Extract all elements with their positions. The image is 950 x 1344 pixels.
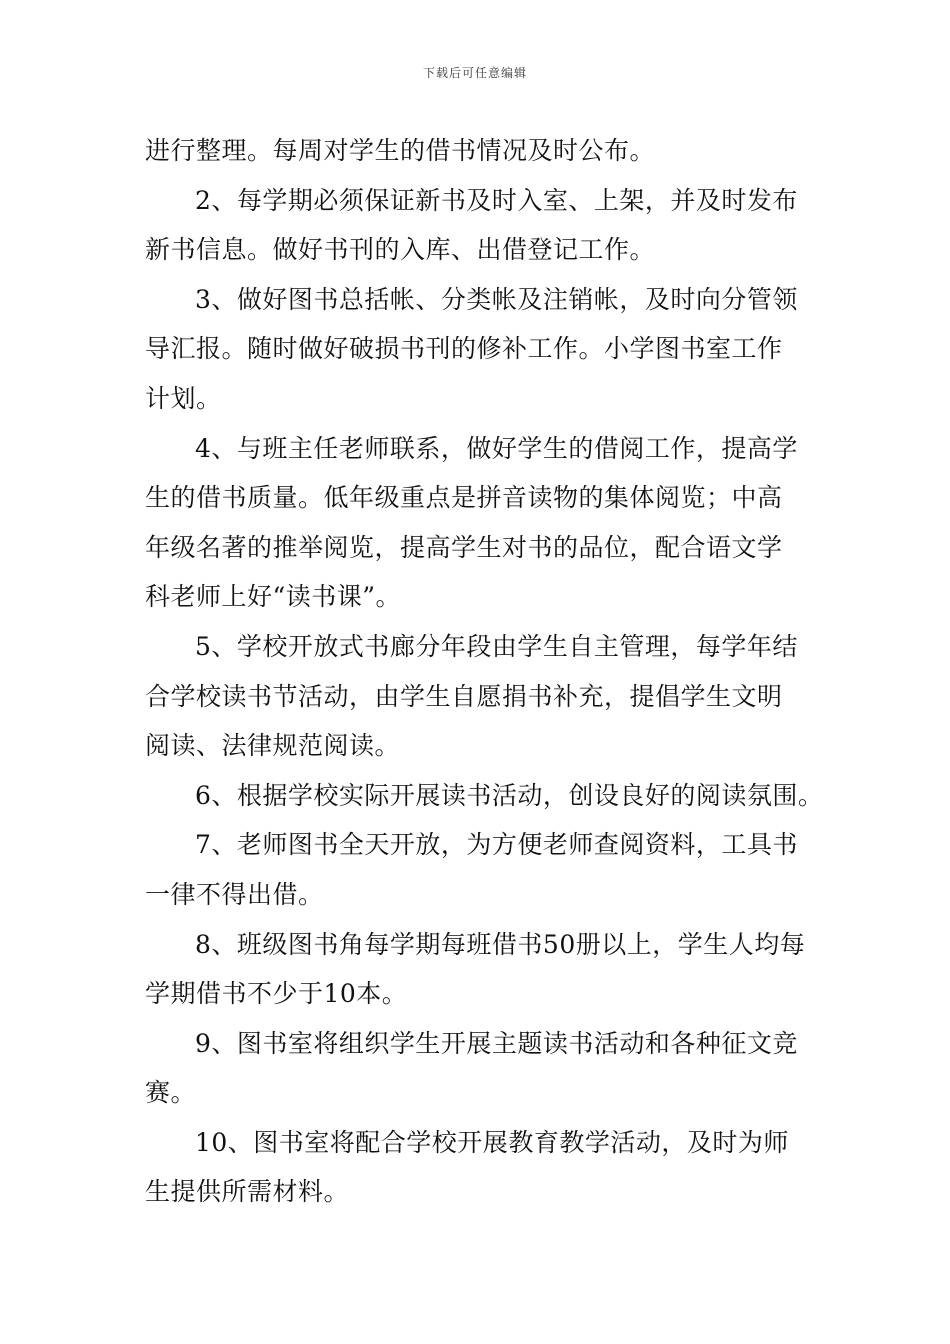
text-line: 8、班级图书角每学期每班借书50册以上，学生人均每 (195, 929, 806, 959)
text-line: 5、学校开放式书廊分年段由学生自主管理，每学年结 (195, 631, 798, 661)
text-line: 科老师上好“读书课”。 (145, 582, 402, 612)
text-line: 7、老师图书全天开放，为方便老师查阅资料，工具书 (195, 830, 798, 860)
text-line: 3、做好图书总括帐、分类帐及注销帐，及时向分管领 (195, 284, 798, 314)
text-line: 年级名著的推举阅览，提高学生对书的品位，配合语文学 (145, 532, 783, 562)
text-line: 2、每学期必须保证新书及时入室、上架，并及时发布 (195, 185, 798, 215)
text-line: 导汇报。随时做好破损书刊的修补工作。小学图书室工作 (145, 334, 783, 364)
text-line: 生提供所需材料。 (145, 1177, 350, 1207)
text-line: 合学校读书节活动，由学生自愿捐书补充，提倡学生文明 (145, 681, 783, 711)
text-line: 6、根据学校实际开展读书活动，创设良好的阅读氛围。 (195, 780, 824, 810)
text-line: 9、图书室将组织学生开展主题读书活动和各种征文竞 (195, 1028, 798, 1058)
text-line: 一律不得出借。 (145, 879, 324, 909)
text-line: 进行整理。每周对学生的借书情况及时公布。 (145, 136, 656, 165)
text-line: 阅读、法律规范阅读。 (145, 731, 401, 761)
text-line: 赛。 (145, 1078, 197, 1108)
text-line: 4、与班主任老师联系，做好学生的借阅工作，提高学 (195, 433, 798, 463)
text-line: 计划。 (145, 383, 222, 413)
text-line: 10、图书室将配合学校开展教育教学活动，及时为师 (195, 1127, 789, 1157)
text-line: 生的借书质量。低年级重点是拼音读物的集体阅览；中高 (145, 483, 783, 513)
document-body (145, 126, 824, 1217)
text-line: 学期借书不少于10本。 (145, 979, 408, 1009)
page-header: 下载后可任意编辑 (422, 66, 527, 80)
text-line: 新书信息。做好书刊的入库、出借登记工作。 (145, 235, 656, 265)
